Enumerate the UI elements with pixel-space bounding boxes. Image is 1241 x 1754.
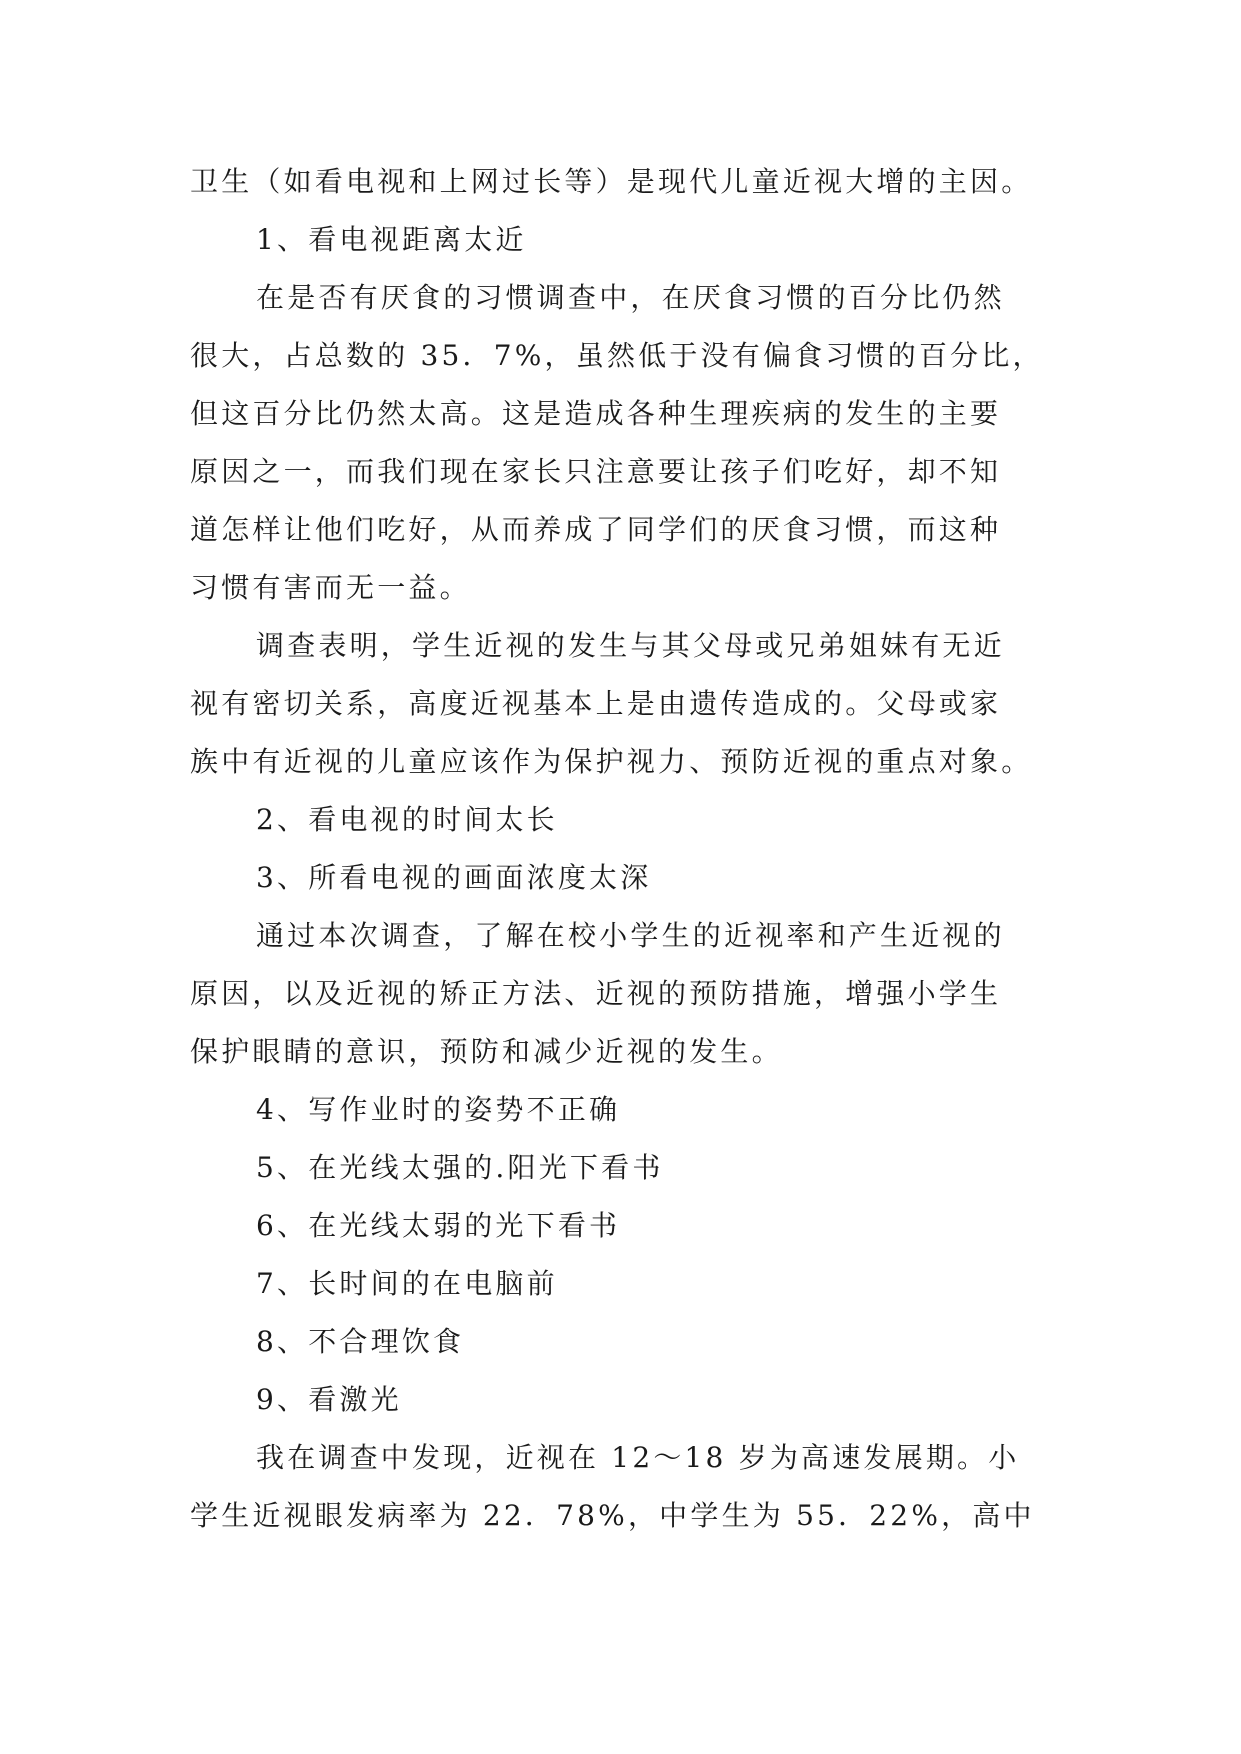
list-item-7: 7、长时间的在电脑前 bbox=[256, 1267, 558, 1300]
list-item-3: 3、所看电视的画面浓度太深 bbox=[256, 861, 652, 894]
list-item-9: 9、看激光 bbox=[256, 1383, 402, 1416]
body-line-9: 调查表明，学生近视的发生与其父母或兄弟姐妹有无近 bbox=[256, 629, 1005, 662]
body-line-4: 很大，占总数的 35．7%，虽然低于没有偏食习惯的百分比， bbox=[190, 339, 1044, 372]
list-item-5: 5、在光线太强的.阳光下看书 bbox=[256, 1151, 664, 1184]
body-line-24: 学生近视眼发病率为 22．78%，中学生为 55．22%，高中 bbox=[190, 1499, 1035, 1532]
body-line-11: 族中有近视的儿童应该作为保护视力、预防近视的重点对象。 bbox=[190, 745, 1033, 778]
body-line-14: 通过本次调查，了解在校小学生的近视率和产生近视的 bbox=[256, 919, 1005, 952]
list-item-8: 8、不合理饮食 bbox=[256, 1325, 465, 1358]
list-item-4: 4、写作业时的姿势不正确 bbox=[256, 1093, 621, 1126]
body-line-16: 保护眼睛的意识，预防和减少近视的发生。 bbox=[190, 1035, 783, 1068]
list-item-6: 6、在光线太弱的光下看书 bbox=[256, 1209, 621, 1242]
body-line-8: 习惯有害而无一益。 bbox=[190, 571, 471, 604]
body-line-23: 我在调查中发现，近视在 12～18 岁为高速发展期。小 bbox=[256, 1441, 1020, 1474]
list-item-2: 2、看电视的时间太长 bbox=[256, 803, 558, 836]
body-line-1: 卫生（如看电视和上网过长等）是现代儿童近视大增的主因。 bbox=[190, 165, 1033, 198]
body-line-6: 原因之一，而我们现在家长只注意要让孩子们吃好，却不知 bbox=[190, 455, 1002, 488]
body-line-7: 道怎样让他们吃好，从而养成了同学们的厌食习惯，而这种 bbox=[190, 513, 1002, 546]
document-body bbox=[190, 153, 1045, 1545]
body-line-3: 在是否有厌食的习惯调查中，在厌食习惯的百分比仍然 bbox=[256, 281, 1005, 314]
body-line-10: 视有密切关系，高度近视基本上是由遗传造成的。父母或家 bbox=[190, 687, 1002, 720]
body-line-5: 但这百分比仍然太高。这是造成各种生理疾病的发生的主要 bbox=[190, 397, 1002, 430]
list-item-1: 1、看电视距离太近 bbox=[256, 223, 527, 256]
body-line-15: 原因，以及近视的矫正方法、近视的预防措施，增强小学生 bbox=[190, 977, 1002, 1010]
